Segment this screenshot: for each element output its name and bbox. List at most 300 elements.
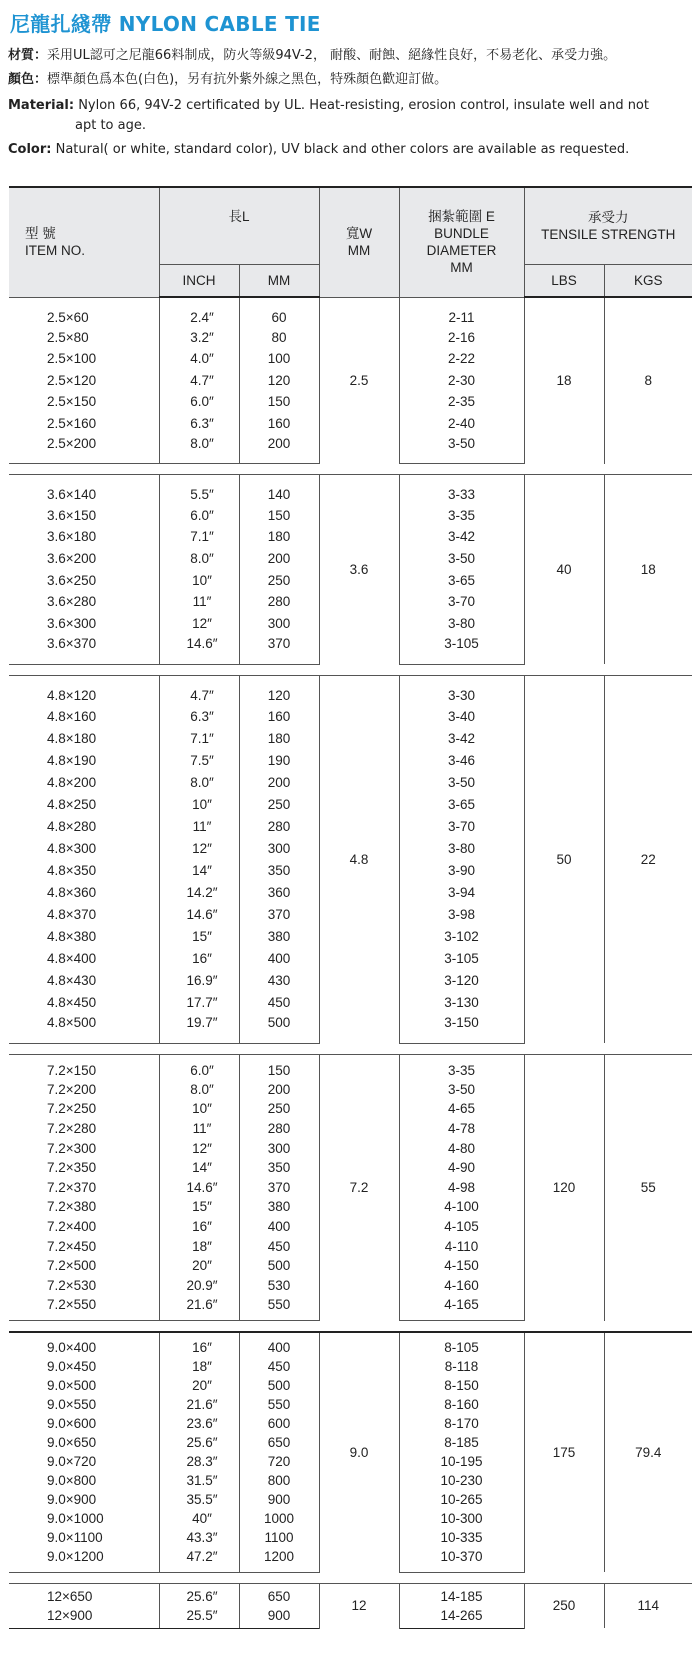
item-no-cell: 2.5×160 — [9, 413, 159, 435]
spec-table — [9, 186, 692, 1629]
item-no-cell: 7.2×380 — [9, 1197, 159, 1217]
length-inch-cell: 6.3″ — [159, 413, 239, 435]
item-no-cell: 9.0×600 — [9, 1414, 159, 1433]
item-no-cell: 3.6×370 — [9, 634, 159, 664]
item-no-cell: 9.0×550 — [9, 1395, 159, 1414]
spec-cn-material — [8, 46, 696, 66]
spec-en-color-text: Natural( or white, standard color), UV black and other colors are available as requested. — [55, 142, 630, 157]
group-separator-cell — [9, 1572, 692, 1583]
bundle-diameter-cell: 2-40 — [399, 413, 524, 435]
bundle-diameter-cell: 4-78 — [399, 1119, 524, 1139]
length-inch-cell: 7.5″ — [159, 749, 239, 771]
item-no-cell: 7.2×530 — [9, 1276, 159, 1296]
item-no-cell: 7.2×200 — [9, 1080, 159, 1100]
bundle-diameter-cell: 4-98 — [399, 1178, 524, 1198]
spec-cn-material-label: 材質： — [8, 48, 48, 63]
bundle-diameter-cell: 3-42 — [399, 526, 524, 548]
header-tensile-cn: 承受力 — [588, 210, 629, 225]
length-inch-cell: 15″ — [159, 1197, 239, 1217]
width-cell: 7.2 — [319, 1054, 399, 1321]
bundle-diameter-cell: 10-265 — [399, 1490, 524, 1509]
table-row — [9, 675, 692, 705]
bundle-diameter-cell: 3-50 — [399, 1080, 524, 1100]
length-inch-cell: 11″ — [159, 815, 239, 837]
item-no-cell: 3.6×300 — [9, 613, 159, 635]
bundle-diameter-cell: 4-65 — [399, 1099, 524, 1119]
tensile-lbs-cell: 40 — [524, 475, 604, 665]
length-inch-cell: 4.0″ — [159, 348, 239, 370]
length-inch-cell: 6.0″ — [159, 1054, 239, 1080]
length-mm-cell: 280 — [239, 815, 319, 837]
bundle-diameter-cell: 3-33 — [399, 475, 524, 505]
bundle-diameter-cell: 3-80 — [399, 613, 524, 635]
length-mm-cell: 360 — [239, 881, 319, 903]
length-mm-cell: 280 — [239, 1119, 319, 1139]
length-mm-cell: 120 — [239, 370, 319, 392]
length-mm-cell: 500 — [239, 1256, 319, 1276]
bundle-diameter-cell: 3-98 — [399, 903, 524, 925]
group-separator — [9, 1043, 692, 1054]
bundle-diameter-cell: 4-150 — [399, 1256, 524, 1276]
header-width-cn: 寬W — [345, 226, 373, 242]
group-separator — [9, 1572, 692, 1583]
item-no-cell: 4.8×160 — [9, 705, 159, 727]
tensile-lbs-cell: 50 — [524, 675, 604, 1043]
bundle-diameter-cell: 2-16 — [399, 327, 524, 349]
group-separator-cell — [9, 1043, 692, 1054]
width-cell: 4.8 — [319, 675, 399, 1043]
item-no-cell: 7.2×450 — [9, 1236, 159, 1256]
item-no-cell: 3.6×250 — [9, 569, 159, 591]
item-no-cell: 12×650 — [9, 1583, 159, 1606]
item-no-cell: 2.5×60 — [9, 297, 159, 327]
item-no-cell: 3.6×150 — [9, 504, 159, 526]
table-row — [9, 475, 692, 505]
item-no-cell: 7.2×550 — [9, 1295, 159, 1321]
length-mm-cell: 1100 — [239, 1528, 319, 1547]
length-mm-cell: 400 — [239, 1217, 319, 1237]
length-mm-cell: 450 — [239, 991, 319, 1013]
table-body — [9, 297, 692, 1628]
length-mm-cell: 60 — [239, 297, 319, 327]
length-inch-cell: 14.6″ — [159, 634, 239, 664]
bundle-diameter-cell: 3-90 — [399, 859, 524, 881]
spec-cn-color-text: 標準顏色爲本色(白色)，另有抗外紫外線之黑色，特殊顏色歡迎訂做。 — [47, 72, 448, 87]
tensile-kgs-cell: 18 — [604, 475, 692, 665]
bundle-diameter-cell: 10-300 — [399, 1509, 524, 1528]
bundle-diameter-cell: 4-105 — [399, 1217, 524, 1237]
bundle-diameter-cell: 8-150 — [399, 1376, 524, 1395]
item-no-cell: 4.8×300 — [9, 837, 159, 859]
length-mm-cell: 450 — [239, 1236, 319, 1256]
spec-en-material-label: Material: — [8, 98, 75, 113]
header-bundle-en-1: BUNDLE — [434, 226, 489, 242]
length-mm-cell: 80 — [239, 327, 319, 349]
item-no-cell: 7.2×350 — [9, 1158, 159, 1178]
length-inch-cell: 14.6″ — [159, 903, 239, 925]
item-no-cell: 7.2×150 — [9, 1054, 159, 1080]
length-inch-cell: 18″ — [159, 1236, 239, 1256]
table-row — [9, 297, 692, 327]
length-inch-cell: 8.0″ — [159, 771, 239, 793]
item-no-cell: 9.0×800 — [9, 1471, 159, 1490]
length-inch-cell: 10″ — [159, 793, 239, 815]
bundle-diameter-cell: 8-105 — [399, 1332, 524, 1357]
length-inch-cell: 6.3″ — [159, 705, 239, 727]
bundle-diameter-cell: 3-105 — [399, 634, 524, 664]
table-row — [9, 1054, 692, 1080]
length-inch-cell: 4.7″ — [159, 675, 239, 705]
header-width-unit: MM — [347, 243, 371, 259]
item-no-cell: 4.8×280 — [9, 815, 159, 837]
group-separator-cell — [9, 464, 692, 475]
length-mm-cell: 200 — [239, 771, 319, 793]
length-mm-cell: 250 — [239, 793, 319, 815]
length-inch-cell: 4.7″ — [159, 370, 239, 392]
tensile-lbs-cell: 250 — [524, 1583, 604, 1628]
item-no-cell: 4.8×400 — [9, 947, 159, 969]
item-no-cell: 9.0×1000 — [9, 1509, 159, 1528]
header-mm: MM — [239, 265, 319, 298]
length-inch-cell: 25.6″ — [159, 1583, 239, 1606]
item-no-cell: 9.0×500 — [9, 1376, 159, 1395]
length-inch-cell: 14.2″ — [159, 881, 239, 903]
length-mm-cell: 1200 — [239, 1547, 319, 1572]
length-mm-cell: 370 — [239, 903, 319, 925]
bundle-diameter-cell: 8-160 — [399, 1395, 524, 1414]
length-mm-cell: 650 — [239, 1433, 319, 1452]
length-mm-cell: 300 — [239, 613, 319, 635]
length-inch-cell: 3.2″ — [159, 327, 239, 349]
header-bundle-diameter — [399, 187, 524, 297]
bundle-diameter-cell: 8-170 — [399, 1414, 524, 1433]
bundle-diameter-cell: 14-265 — [399, 1606, 524, 1629]
length-inch-cell: 6.0″ — [159, 391, 239, 413]
length-mm-cell: 350 — [239, 1158, 319, 1178]
length-mm-cell: 200 — [239, 434, 319, 464]
length-inch-cell: 28.3″ — [159, 1452, 239, 1471]
item-no-cell: 7.2×370 — [9, 1178, 159, 1198]
length-inch-cell: 10″ — [159, 1099, 239, 1119]
length-inch-cell: 18″ — [159, 1357, 239, 1376]
tensile-kgs-cell: 8 — [604, 297, 692, 464]
length-mm-cell: 370 — [239, 1178, 319, 1198]
bundle-diameter-cell: 4-165 — [399, 1295, 524, 1321]
item-no-cell: 7.2×500 — [9, 1256, 159, 1276]
length-mm-cell: 550 — [239, 1295, 319, 1321]
bundle-diameter-cell: 4-80 — [399, 1138, 524, 1158]
length-inch-cell: 5.5″ — [159, 475, 239, 505]
item-no-cell: 4.8×370 — [9, 903, 159, 925]
length-inch-cell: 6.0″ — [159, 504, 239, 526]
length-mm-cell: 280 — [239, 591, 319, 613]
item-no-cell: 4.8×200 — [9, 771, 159, 793]
tensile-lbs-cell: 18 — [524, 297, 604, 464]
item-no-cell: 2.5×120 — [9, 370, 159, 392]
item-no-cell: 9.0×450 — [9, 1357, 159, 1376]
spec-table-wrapper — [9, 186, 692, 1629]
bundle-diameter-cell: 10-230 — [399, 1471, 524, 1490]
length-inch-cell: 19.7″ — [159, 1013, 239, 1043]
length-mm-cell: 500 — [239, 1376, 319, 1395]
bundle-diameter-cell: 2-30 — [399, 370, 524, 392]
item-no-cell: 4.8×250 — [9, 793, 159, 815]
length-mm-cell: 300 — [239, 1138, 319, 1158]
length-mm-cell: 600 — [239, 1414, 319, 1433]
length-mm-cell: 250 — [239, 1099, 319, 1119]
item-no-cell: 9.0×1100 — [9, 1528, 159, 1547]
bundle-diameter-cell: 4-90 — [399, 1158, 524, 1178]
length-inch-cell: 7.1″ — [159, 727, 239, 749]
tensile-lbs-cell: 120 — [524, 1054, 604, 1321]
bundle-diameter-cell: 3-35 — [399, 1054, 524, 1080]
length-mm-cell: 450 — [239, 1357, 319, 1376]
table-row — [9, 1583, 692, 1606]
bundle-diameter-cell: 8-118 — [399, 1357, 524, 1376]
length-inch-cell: 12″ — [159, 1138, 239, 1158]
item-no-cell: 3.6×180 — [9, 526, 159, 548]
length-mm-cell: 180 — [239, 727, 319, 749]
bundle-diameter-cell: 8-185 — [399, 1433, 524, 1452]
group-separator-cell — [9, 664, 692, 675]
tensile-kgs-cell: 114 — [604, 1583, 692, 1628]
length-mm-cell: 200 — [239, 548, 319, 570]
length-inch-cell: 43.3″ — [159, 1528, 239, 1547]
length-mm-cell: 350 — [239, 859, 319, 881]
item-no-cell: 7.2×300 — [9, 1138, 159, 1158]
bundle-diameter-cell: 3-70 — [399, 591, 524, 613]
item-no-cell: 4.8×360 — [9, 881, 159, 903]
length-mm-cell: 650 — [239, 1583, 319, 1606]
bundle-diameter-cell: 3-50 — [399, 434, 524, 464]
bundle-diameter-cell: 3-65 — [399, 793, 524, 815]
header-item-en: ITEM NO. — [25, 243, 85, 259]
item-no-cell: 4.8×430 — [9, 969, 159, 991]
bundle-diameter-cell: 3-120 — [399, 969, 524, 991]
length-inch-cell: 11″ — [159, 1119, 239, 1139]
length-inch-cell: 12″ — [159, 613, 239, 635]
tensile-kgs-cell: 55 — [604, 1054, 692, 1321]
length-mm-cell: 100 — [239, 348, 319, 370]
bundle-diameter-cell: 10-335 — [399, 1528, 524, 1547]
header-bundle-cn: 捆紮範圍 E — [428, 209, 495, 225]
bundle-diameter-cell: 3-102 — [399, 925, 524, 947]
bundle-diameter-cell: 3-80 — [399, 837, 524, 859]
spec-cn-material-text: 采用UL認可之尼龍66料制成，防火等級94V-2， 耐酸、耐蝕、絕緣性良好，不易老化、承受力強。 — [47, 48, 617, 63]
length-inch-cell: 17.7″ — [159, 991, 239, 1013]
bundle-diameter-cell: 3-35 — [399, 504, 524, 526]
bundle-diameter-cell: 3-50 — [399, 548, 524, 570]
bundle-diameter-cell: 4-100 — [399, 1197, 524, 1217]
length-mm-cell: 430 — [239, 969, 319, 991]
item-no-cell: 4.8×450 — [9, 991, 159, 1013]
length-mm-cell: 160 — [239, 705, 319, 727]
length-mm-cell: 900 — [239, 1490, 319, 1509]
length-inch-cell: 16.9″ — [159, 969, 239, 991]
header-kgs: KGS — [604, 265, 692, 298]
length-inch-cell: 25.6″ — [159, 1433, 239, 1452]
bundle-diameter-cell: 3-105 — [399, 947, 524, 969]
length-inch-cell: 12″ — [159, 837, 239, 859]
spec-en-material-text-2: apt to age. — [75, 118, 146, 133]
length-inch-cell: 20″ — [159, 1376, 239, 1395]
spec-cn-color — [8, 70, 696, 90]
length-mm-cell: 120 — [239, 675, 319, 705]
length-inch-cell: 8.0″ — [159, 548, 239, 570]
spec-en-material — [8, 96, 696, 136]
item-no-cell: 4.8×180 — [9, 727, 159, 749]
width-cell: 12 — [319, 1583, 399, 1628]
length-mm-cell: 150 — [239, 391, 319, 413]
length-mm-cell: 300 — [239, 837, 319, 859]
item-no-cell: 3.6×140 — [9, 475, 159, 505]
bundle-diameter-cell: 4-110 — [399, 1236, 524, 1256]
length-mm-cell: 720 — [239, 1452, 319, 1471]
header-item-no — [9, 187, 159, 297]
bundle-diameter-cell: 3-94 — [399, 881, 524, 903]
item-no-cell: 9.0×650 — [9, 1433, 159, 1452]
group-separator-cell — [9, 1321, 692, 1333]
item-no-cell: 4.8×350 — [9, 859, 159, 881]
tensile-kgs-cell: 79.4 — [604, 1332, 692, 1572]
item-no-cell: 4.8×380 — [9, 925, 159, 947]
header-width — [319, 187, 399, 297]
item-no-cell: 4.8×190 — [9, 749, 159, 771]
length-inch-cell: 16″ — [159, 1332, 239, 1357]
length-inch-cell: 15″ — [159, 925, 239, 947]
bundle-diameter-cell: 3-70 — [399, 815, 524, 837]
length-inch-cell: 8.0″ — [159, 434, 239, 464]
bundle-diameter-cell: 2-11 — [399, 297, 524, 327]
bundle-diameter-cell: 10-370 — [399, 1547, 524, 1572]
header-lbs: LBS — [524, 265, 604, 298]
item-no-cell: 9.0×400 — [9, 1332, 159, 1357]
length-inch-cell: 47.2″ — [159, 1547, 239, 1572]
item-no-cell: 2.5×150 — [9, 391, 159, 413]
length-inch-cell: 21.6″ — [159, 1395, 239, 1414]
item-no-cell: 7.2×400 — [9, 1217, 159, 1237]
header-tensile-en: TENSILE STRENGTH — [541, 227, 676, 242]
length-inch-cell: 35.5″ — [159, 1490, 239, 1509]
group-separator — [9, 1321, 692, 1333]
length-mm-cell: 550 — [239, 1395, 319, 1414]
header-tensile-strength — [524, 187, 692, 265]
header-bundle-unit: MM — [450, 260, 473, 276]
item-no-cell: 2.5×80 — [9, 327, 159, 349]
item-no-cell: 9.0×720 — [9, 1452, 159, 1471]
length-inch-cell: 11″ — [159, 591, 239, 613]
item-no-cell: 12×900 — [9, 1606, 159, 1629]
length-inch-cell: 8.0″ — [159, 1080, 239, 1100]
length-inch-cell: 21.6″ — [159, 1295, 239, 1321]
length-inch-cell: 16″ — [159, 1217, 239, 1237]
length-mm-cell: 150 — [239, 1054, 319, 1080]
length-mm-cell: 150 — [239, 504, 319, 526]
length-inch-cell: 20.9″ — [159, 1276, 239, 1296]
length-mm-cell: 200 — [239, 1080, 319, 1100]
length-mm-cell: 140 — [239, 475, 319, 505]
length-mm-cell: 380 — [239, 1197, 319, 1217]
item-no-cell: 9.0×900 — [9, 1490, 159, 1509]
length-inch-cell: 16″ — [159, 947, 239, 969]
length-mm-cell: 180 — [239, 526, 319, 548]
bundle-diameter-cell: 3-42 — [399, 727, 524, 749]
spec-en-color-label: Color: — [8, 142, 52, 157]
item-no-cell: 2.5×100 — [9, 348, 159, 370]
bundle-diameter-cell: 3-46 — [399, 749, 524, 771]
tensile-lbs-cell: 175 — [524, 1332, 604, 1572]
length-inch-cell: 14″ — [159, 1158, 239, 1178]
header-inch: INCH — [159, 265, 239, 298]
length-mm-cell: 400 — [239, 947, 319, 969]
item-no-cell: 4.8×500 — [9, 1013, 159, 1043]
item-no-cell: 3.6×280 — [9, 591, 159, 613]
length-inch-cell: 14″ — [159, 859, 239, 881]
length-inch-cell: 14.6″ — [159, 1178, 239, 1198]
spec-en-color — [8, 140, 696, 160]
item-no-cell: 7.2×250 — [9, 1099, 159, 1119]
bundle-diameter-cell: 3-150 — [399, 1013, 524, 1043]
length-inch-cell: 31.5″ — [159, 1471, 239, 1490]
bundle-diameter-cell: 3-130 — [399, 991, 524, 1013]
item-no-cell: 3.6×200 — [9, 548, 159, 570]
length-mm-cell: 530 — [239, 1276, 319, 1296]
group-separator — [9, 664, 692, 675]
length-inch-cell: 2.4″ — [159, 297, 239, 327]
spec-en-material-text-1: Nylon 66, 94V-2 certificated by UL. Heat-resisting, erosion control, insulate well and not — [78, 98, 649, 113]
tensile-kgs-cell: 22 — [604, 675, 692, 1043]
bundle-diameter-cell: 3-40 — [399, 705, 524, 727]
bundle-diameter-cell: 3-65 — [399, 569, 524, 591]
table-row — [9, 1332, 692, 1357]
length-inch-cell: 40″ — [159, 1509, 239, 1528]
length-mm-cell: 800 — [239, 1471, 319, 1490]
length-mm-cell: 160 — [239, 413, 319, 435]
header-bundle-en-2: DIAMETER — [426, 243, 497, 259]
length-inch-cell: 10″ — [159, 569, 239, 591]
spec-cn-color-label: 顏色： — [8, 72, 48, 87]
bundle-diameter-cell: 3-50 — [399, 771, 524, 793]
item-no-cell: 4.8×120 — [9, 675, 159, 705]
item-no-cell: 7.2×280 — [9, 1119, 159, 1139]
length-mm-cell: 190 — [239, 749, 319, 771]
length-mm-cell: 380 — [239, 925, 319, 947]
width-cell: 9.0 — [319, 1332, 399, 1572]
bundle-diameter-cell: 10-195 — [399, 1452, 524, 1471]
length-mm-cell: 900 — [239, 1606, 319, 1629]
bundle-diameter-cell: 14-185 — [399, 1583, 524, 1606]
length-inch-cell: 23.6″ — [159, 1414, 239, 1433]
length-mm-cell: 400 — [239, 1332, 319, 1357]
header-length: 長L — [159, 187, 319, 265]
length-mm-cell: 500 — [239, 1013, 319, 1043]
bundle-diameter-cell: 3-30 — [399, 675, 524, 705]
bundle-diameter-cell: 2-35 — [399, 391, 524, 413]
length-mm-cell: 250 — [239, 569, 319, 591]
length-mm-cell: 370 — [239, 634, 319, 664]
width-cell: 2.5 — [319, 297, 399, 464]
length-inch-cell: 20″ — [159, 1256, 239, 1276]
item-no-cell: 2.5×200 — [9, 434, 159, 464]
length-inch-cell: 7.1″ — [159, 526, 239, 548]
length-mm-cell: 1000 — [239, 1509, 319, 1528]
group-separator — [9, 464, 692, 475]
length-inch-cell: 25.5″ — [159, 1606, 239, 1629]
header-item-cn: 型 號 — [25, 226, 56, 242]
width-cell: 3.6 — [319, 475, 399, 665]
page-title: 尼龍扎綫帶 NYLON CABLE TIE — [10, 12, 321, 36]
bundle-diameter-cell: 4-160 — [399, 1276, 524, 1296]
